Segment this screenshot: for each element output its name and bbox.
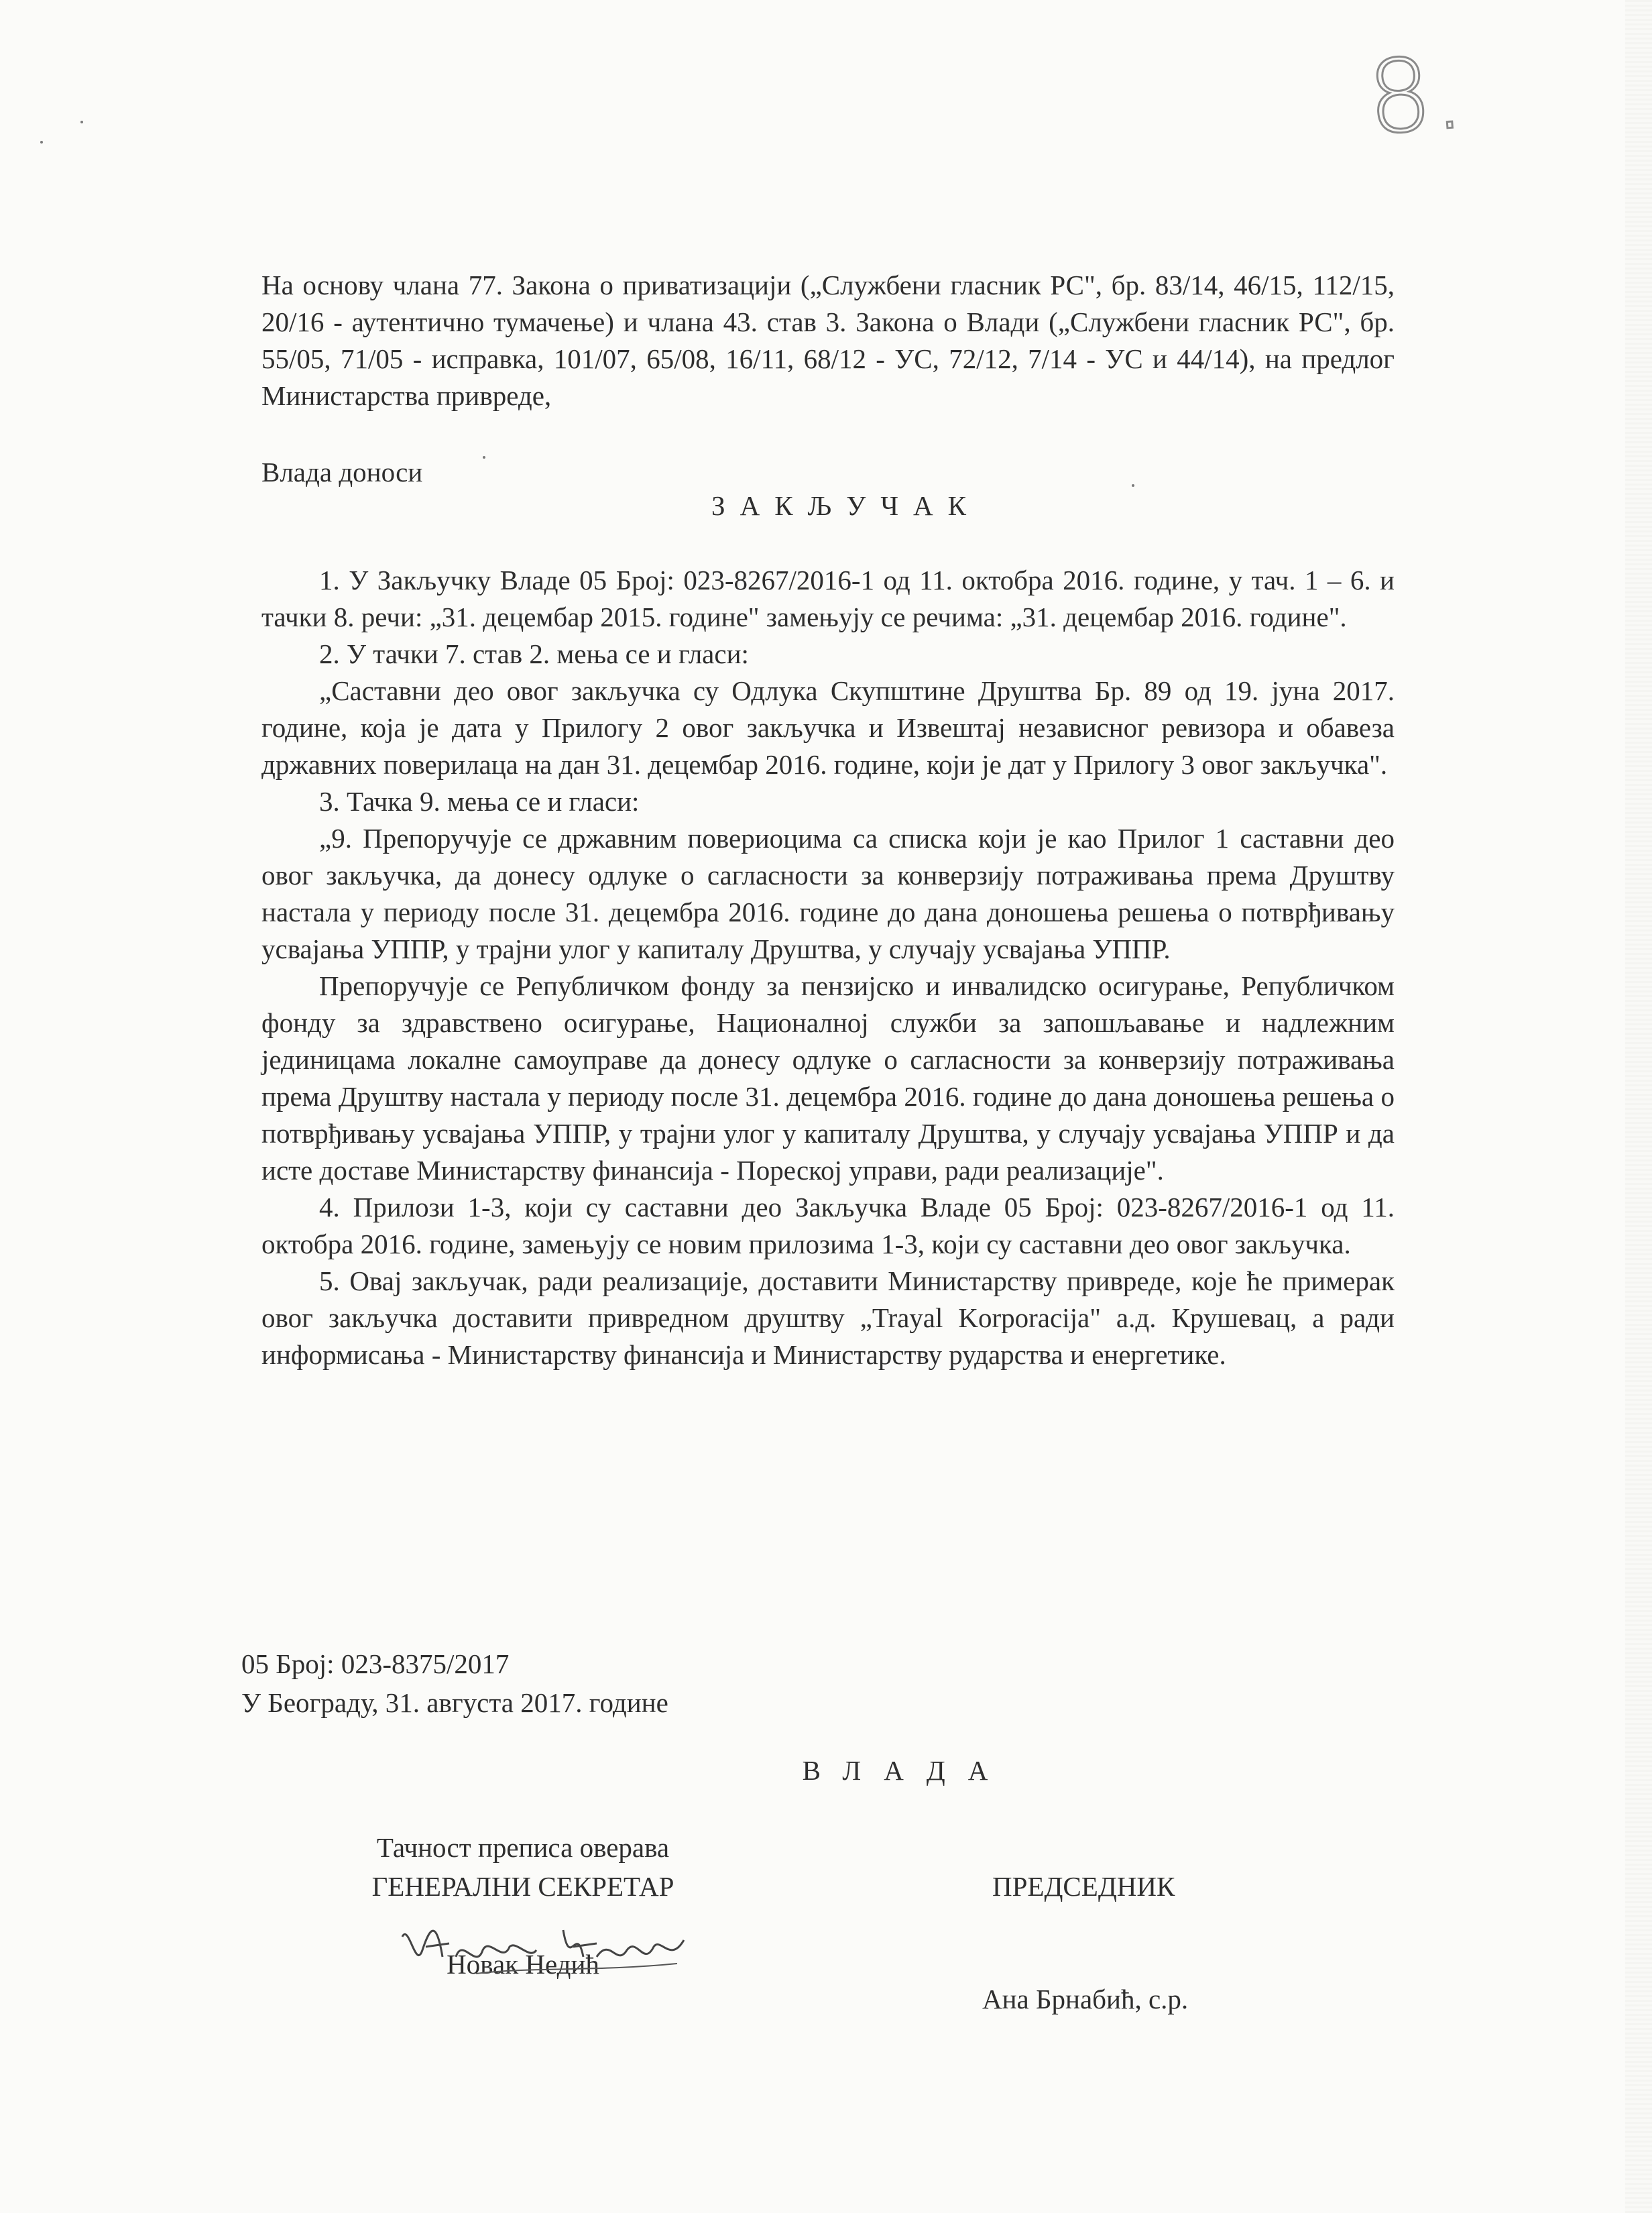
government-heading: ВЛАДА [802,1755,1011,1786]
point-1-text: 1. У Закључку Владе 05 Број: 023-8267/2016-1 од 11. октобра 2016. године, у тач. 1 – 6. и тачки 8. речи: „31. децембар 2015. године" замењују се речима: „31. децембар 2016. године". [261,565,1395,632]
reference-block [241,1644,668,1722]
scan-edge [1625,0,1652,2213]
point-4: 4. Прилози 1-3, који су саставни део Закључка Владе 05 Број: 023-8267/2016-1 од 11. октобра 2016. године, замењују се новим прилозима 1-3, који су саставни део овог закључка. [261,1192,1395,1259]
president-name: Ана Брнабић, с.р. [982,1984,1189,2015]
point-2-body: „Саставни део овог закључка су Одлука Скупштине Друштва Бр. 89 од 19. јуна 2017. године, која је дата у Прилогу 2 овог закључка и Извештај независног ревизора и обавеза државних поверилаца на дан 31. децембар 2016. године, који је дат у Прилогу 3 овог закључка". [261,675,1395,780]
document-title: ЗАКЉУЧАК [711,490,981,521]
place-date: У Београду, 31. августа 2017. године [241,1687,668,1718]
page-number: 8. [1364,34,1468,158]
point-3-body-2: Препоручује се Републичком фонду за пензијско и инвалидско осигурање, Републичком фонду за здравствено осигурање, Националној служби за запошљавање и надлежним јединицама локалне самоуправе да донесу одлуке о сагласности за конверзију потраживања према Друштву настала у периоду после 31. децембра 2016. године до дана доношења решења о потврђивању усвајања УППР, у трајни улог у капиталу Друштва, у случају усвајања УППР и да исте доставе Министарству финансија - Пореској управи, ради реализације". [261,970,1395,1186]
point-2 [261,636,1395,673]
point-1 [261,562,1395,636]
certification-line: Тачност преписа оверава [376,1832,670,1863]
point-3: 3. Тачка 9. мења се и гласи: [319,786,640,817]
reference-number: 05 Број: 023-8375/2017 [241,1648,510,1679]
preamble-text: На основу члана 77. Закона о приватизацији („Службени гласник РС", бр. 83/14, 46/15, 112/15, 20/16 - аутентично тумачење) и члана 43. став 3. Закона о Влади („Службени гласник РС", бр. 55/05, 71/05 - исправка, 101/07, 65/08, 16/11, 68/12 - УС, 72/12, 7/14 - УС и 44/14), на предлог Министарства привреде, [261,270,1395,411]
adopts-line: Влада доноси [261,457,423,488]
secretary-name: Новак Недић [447,1949,599,1980]
scan-speck [483,456,485,459]
point-2-heading: 2. У тачки 7. став 2. мења се и гласи: [319,638,749,669]
scan-speck [1132,484,1134,487]
secretary-title: ГЕНЕРАЛНИ СЕКРЕТАР [371,1871,674,1902]
point-5: 5. Овај закључак, ради реализације, доставити Министарству привреде, које ће примерак овог закључка доставити привредном друштву „Trayal Korporacija" а.д. Крушевац, а ради информисања - Министарству финансија и Министарству рударства и енергетике. [261,1265,1395,1370]
preamble [261,267,1395,414]
scan-speck [40,141,43,144]
handwritten-signature [396,1910,697,1984]
conclusion-points [261,562,1395,1373]
scan-speck [80,121,83,123]
president-title: ПРЕДСЕДНИК [992,1871,1175,1902]
point-3-body: „9. Препоручује се државним повериоцима са списка који је као Прилог 1 саставни део овог закључка, да донесу одлуке о сагласности за конверзију потраживања према Друштву настала у периоду после 31. децембра 2016. године до дана доношења решења о потврђивању усвајања УППР, у трајни улог у капиталу Друштва, у случају усвајања УППР. [261,823,1395,964]
